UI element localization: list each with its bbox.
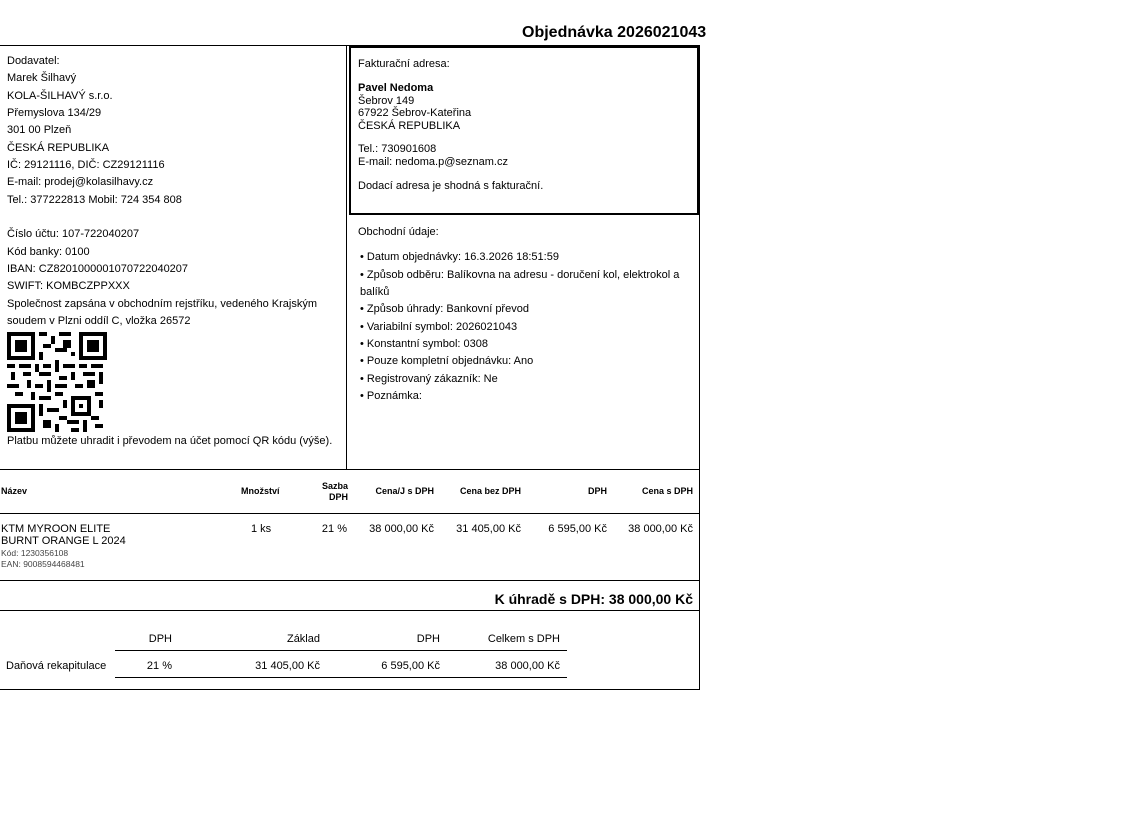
billing-line: 67922 Šebrov-Kateřina (358, 107, 472, 119)
business-label: Obchodní údaje: (358, 226, 439, 238)
qr-code-icon (7, 332, 107, 432)
recap-rate: 21 % (146, 660, 172, 672)
table-bottom (0, 580, 700, 581)
business-item: • Variabilní symbol: 2026021043 (360, 321, 518, 333)
col-rate-1: Sazba (321, 481, 348, 491)
col-vat: DPH (587, 486, 607, 496)
item-unit-price: 38 000,00 Kč (369, 523, 434, 535)
supplier-line: 301 00 Plzeň (7, 124, 72, 136)
business-item: • Registrovaný zákazník: Ne (360, 373, 498, 385)
business-item: • Poznámka: (360, 390, 422, 402)
supplier-line: ČESKÁ REPUBLIKA (7, 142, 110, 154)
supplier-line: Přemyslova 134/29 (7, 107, 102, 119)
frame-right (699, 45, 700, 690)
item-net-price: 31 405,00 Kč (456, 523, 521, 535)
billing-email[interactable]: E-mail: nedoma.p@seznam.cz (358, 156, 508, 168)
item-ean: EAN: 9008594468481 (1, 559, 85, 569)
bank-line: IBAN: CZ8201000001070722040207 (7, 263, 189, 275)
item-total: 38 000,00 Kč (628, 523, 693, 535)
recap-col-dph: DPH (416, 633, 440, 645)
business-item: • Způsob odběru: Balíkovna na adresu - doručení kol, elektrokol a (360, 269, 680, 281)
col-qty: Množství (241, 486, 280, 496)
item-code: Kód: 1230356108 (1, 548, 69, 558)
billing-label: Fakturační adresa: (358, 58, 450, 70)
business-item: • Způsob úhrady: Bankovní převod (360, 303, 529, 315)
recap-header-line (115, 650, 567, 651)
supplier-line: IČ: 29121116, DIČ: CZ29121116 (7, 159, 165, 171)
col-name: Název (1, 486, 28, 496)
total-bottom (0, 610, 700, 611)
bank-line: Číslo účtu: 107-722040207 (7, 228, 140, 240)
item-qty: 1 ks (251, 523, 272, 535)
recap-col-base: Základ (286, 633, 320, 645)
col-rate-2: DPH (328, 492, 348, 502)
recap-dph: 6 595,00 Kč (381, 660, 440, 672)
bank-line: soudem v Plzni oddíl C, vložka 26572 (7, 315, 191, 327)
recap-col-vat: DPH (148, 633, 172, 645)
supplier-line: Tel.: 377222813 Mobil: 724 354 808 (7, 194, 182, 206)
recap-total: 38 000,00 Kč (495, 660, 560, 672)
billing-phone: Tel.: 730901608 (358, 143, 437, 155)
supplier-line: KOLA-ŠILHAVÝ s.r.o. (7, 90, 113, 102)
col-total: Cena s DPH (641, 486, 693, 496)
table-top (0, 469, 700, 470)
frame-divider (346, 45, 347, 470)
item-vat: 6 595,00 Kč (548, 523, 607, 535)
order-title: Objednávka 2026021043 (522, 24, 707, 41)
bank-line: Společnost zapsána v obchodním rejstříku, vedeného Krajským (7, 298, 317, 310)
recap-label: Daňová rekapitulace (6, 660, 107, 672)
qr-payment-note: Platbu můžete uhradit i převodem na účet pomocí QR kódu (výše). (7, 435, 333, 447)
bank-line: Kód banky: 0100 (7, 246, 90, 258)
supplier-email[interactable]: E-mail: prodej@kolasilhavy.cz (7, 176, 154, 188)
recap-row-line (115, 677, 567, 678)
billing-line: Šebrov 149 (358, 95, 415, 107)
delivery-note: Dodací adresa je shodná s fakturační. (358, 180, 544, 192)
item-rate: 21 % (321, 523, 347, 535)
supplier-line: Marek Šilhavý (7, 72, 77, 84)
col-unit: Cena/J s DPH (375, 486, 434, 496)
table-header-bottom (0, 513, 700, 514)
business-item: balíků (360, 286, 390, 298)
item-name-line1: KTM MYROON ELITE (1, 523, 111, 535)
billing-name: Pavel Nedoma (358, 82, 434, 94)
item-name-line2: BURNT ORANGE L 2024 (1, 535, 126, 547)
business-item: • Pouze kompletní objednávku: Ano (360, 355, 534, 367)
recap-base: 31 405,00 Kč (255, 660, 320, 672)
supplier-label: Dodavatel: (7, 55, 60, 67)
total-to-pay: K úhradě s DPH: 38 000,00 Kč (494, 591, 693, 607)
recap-col-total: Celkem s DPH (487, 633, 560, 645)
business-item: • Datum objednávky: 16.3.2026 18:51:59 (360, 251, 559, 263)
frame-bottom (0, 689, 700, 690)
col-net: Cena bez DPH (459, 486, 521, 496)
business-item: • Konstantní symbol: 0308 (360, 338, 488, 350)
bank-line: SWIFT: KOMBCZPPXXX (7, 280, 130, 292)
billing-line: ČESKÁ REPUBLIKA (358, 120, 461, 132)
